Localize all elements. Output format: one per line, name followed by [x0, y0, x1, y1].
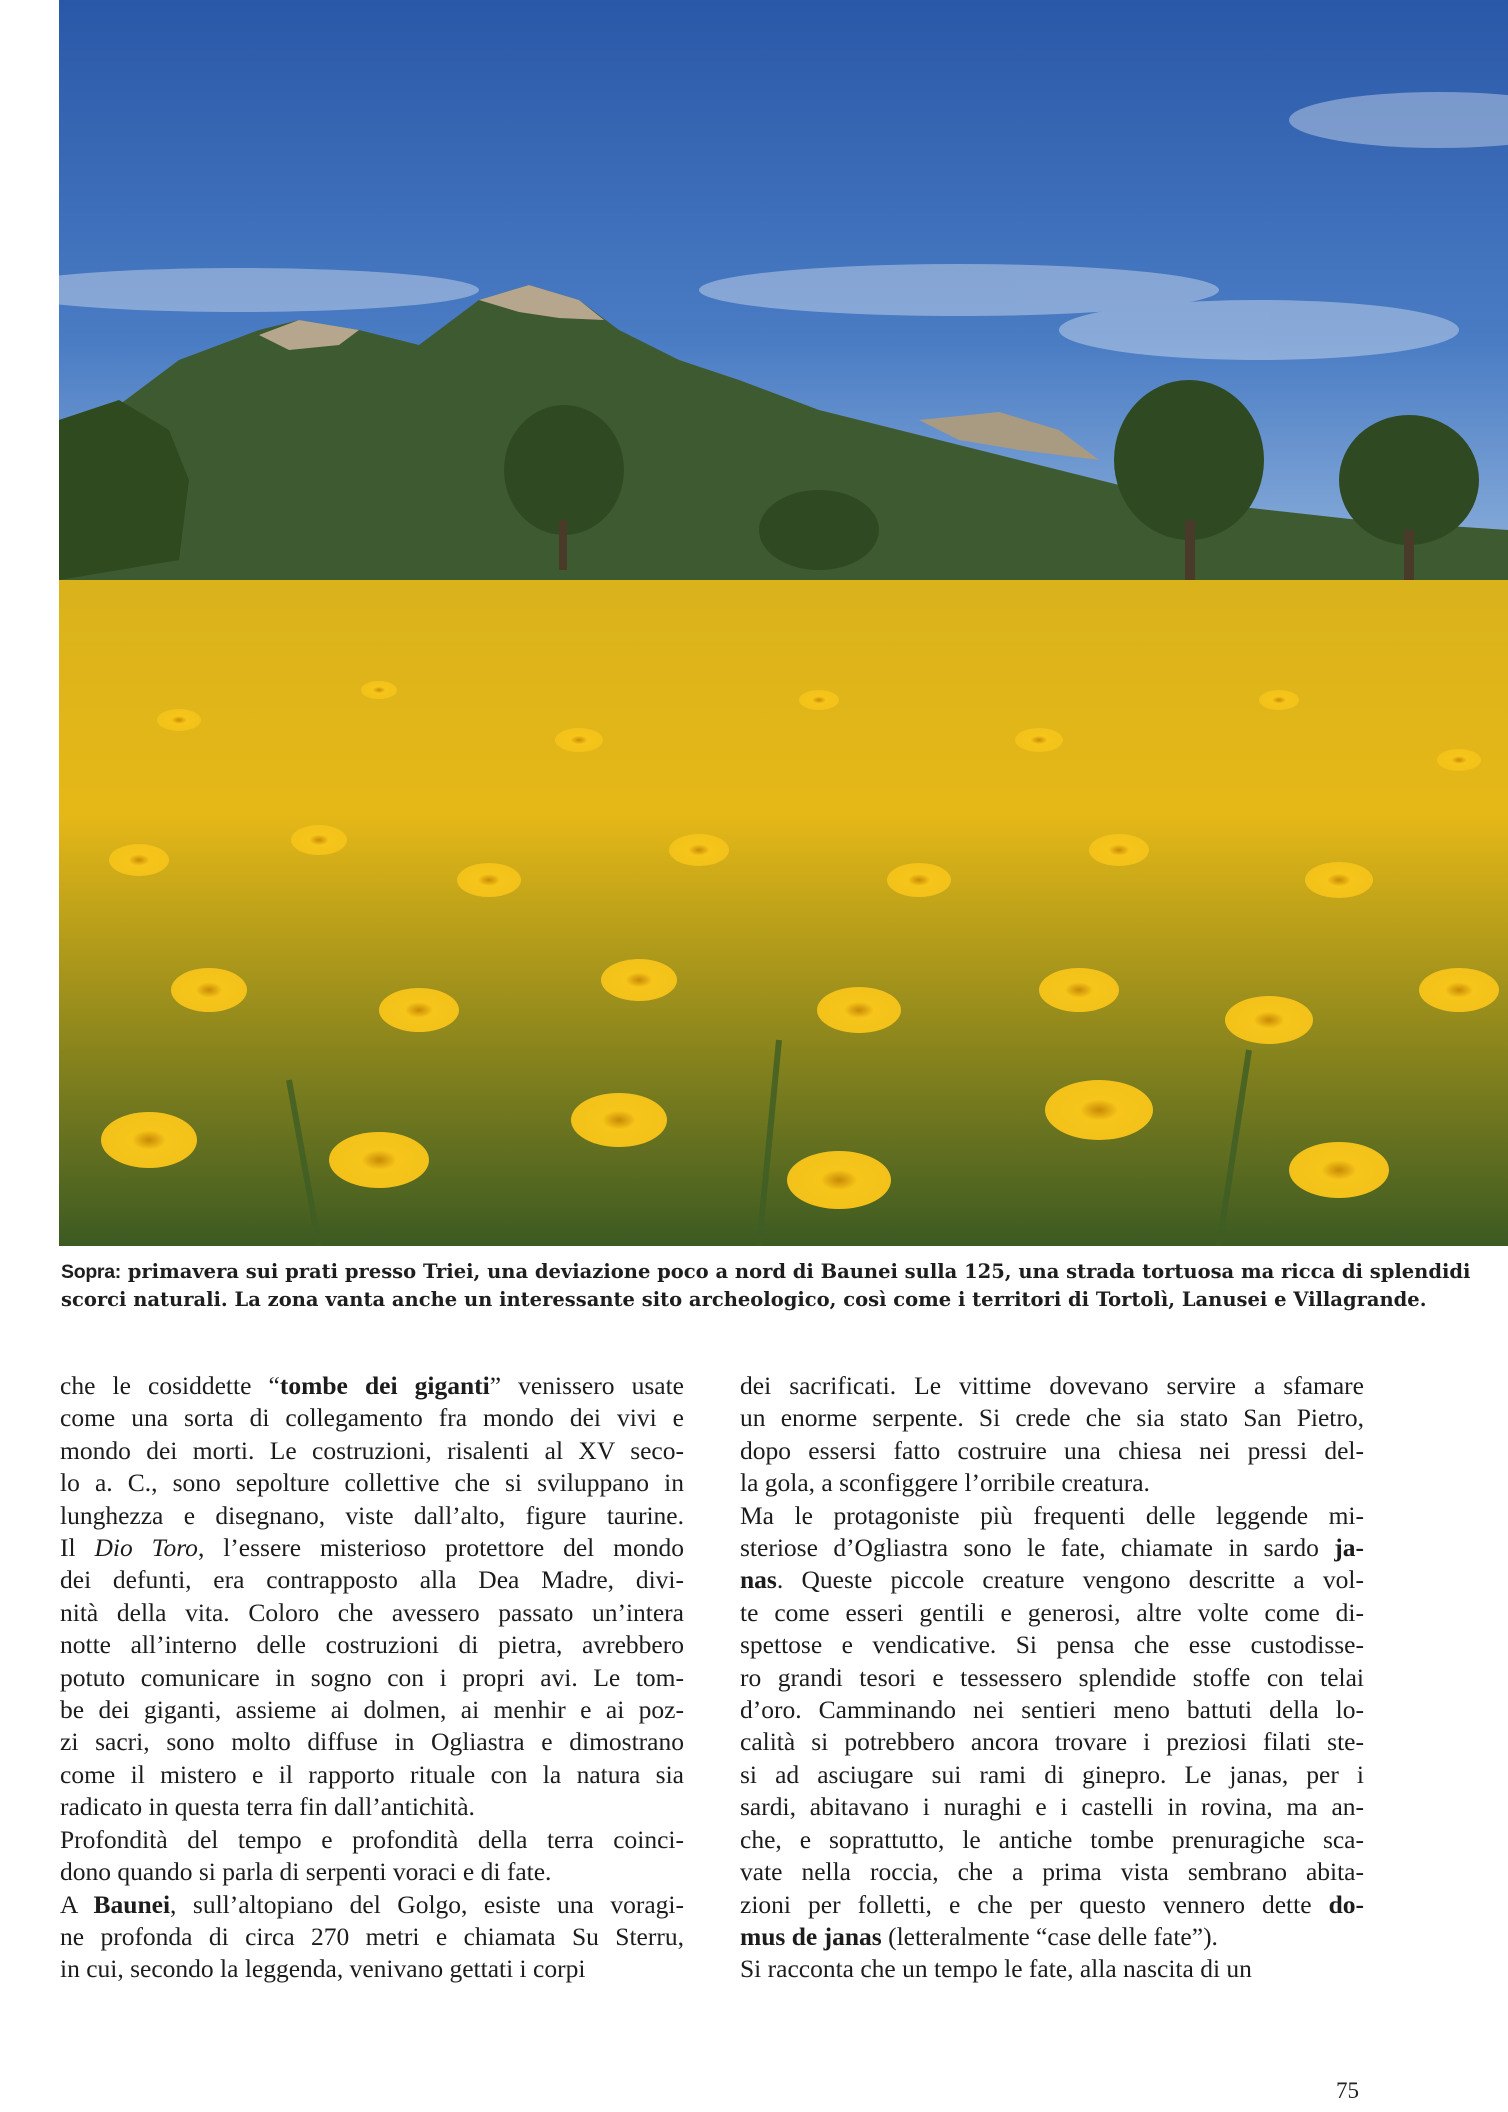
landscape-photo	[59, 0, 1508, 1246]
italic-term: Dio Toro	[94, 1533, 198, 1563]
text-run: . Queste piccole creature vengono descritte a vol-	[776, 1565, 1364, 1595]
text-run: come una sorta di collegamento fra mondo dei vivi e	[60, 1403, 684, 1433]
bold-term: tombe dei giganti	[279, 1371, 490, 1400]
text-run: dono quando si parla di serpenti voraci e di fate.	[60, 1857, 552, 1887]
text-line	[60, 1889, 684, 1921]
text-line	[60, 1370, 684, 1402]
text-line	[740, 1726, 1364, 1758]
text-run: mondo dei morti. Le costruzioni, risalenti al XV seco-	[60, 1435, 684, 1465]
text-run: vate nella roccia, che a prima vista sembrano abita-	[740, 1857, 1364, 1887]
text-run: che, e soprattutto, le antiche tombe prenuragiche sca-	[740, 1824, 1364, 1854]
caption-lead: Sopra:	[61, 1261, 121, 1283]
text-line	[740, 1402, 1364, 1434]
text-line	[740, 1824, 1364, 1856]
text-run: lo a. C., sono sepolture collettive che si sviluppano in	[60, 1468, 684, 1498]
text-line	[60, 1759, 684, 1791]
caption-text: primavera sui prati presso Triei, una deviazione poco a nord di Baunei sulla 125, una strada tortuosa ma ricca di splendidi scorci naturali. La zona vanta anche un interessante sito archeologico, così come i territori di Tortolì, Lanusei e Villagrande.	[61, 1260, 1471, 1311]
text-run: la gola, a sconfiggere l’orribile creatura.	[740, 1468, 1150, 1498]
photo-caption	[61, 1258, 1481, 1313]
text-run: dei defunti, era contrapposto alla Dea Madre, divi-	[60, 1565, 684, 1595]
text-line	[60, 1953, 684, 1985]
text-run: dopo essersi fatto costruire una chiesa nei pressi del-	[740, 1435, 1364, 1465]
text-line	[740, 1921, 1364, 1953]
text-line	[740, 1856, 1364, 1888]
text-run: be dei giganti, assieme ai dolmen, ai menhir e ai poz-	[60, 1695, 684, 1725]
text-line	[60, 1824, 684, 1856]
text-line	[60, 1532, 684, 1564]
text-run: te come esseri gentili e generosi, altre volte come di-	[740, 1597, 1364, 1627]
text-run: calità si potrebbero ancora trovare i preziosi filati ste-	[740, 1727, 1364, 1757]
text-line	[740, 1564, 1364, 1596]
text-run: sardi, abitavano i nuraghi e i castelli in rovina, ma an-	[740, 1792, 1364, 1822]
article-column-left	[60, 1370, 684, 1986]
text-line	[740, 1597, 1364, 1629]
text-line	[740, 1759, 1364, 1791]
text-line	[740, 1435, 1364, 1467]
text-run: Profondità del tempo e profondità della terra coinci-	[60, 1824, 684, 1854]
page-number: 75	[1336, 2078, 1359, 2103]
bold-term: nas	[740, 1565, 777, 1595]
text-run: che le cosiddette “	[60, 1371, 280, 1400]
bold-term: do-	[1328, 1889, 1364, 1919]
text-run: , sull’altopiano del Golgo, esiste una voragi-	[170, 1889, 684, 1919]
text-line	[60, 1856, 684, 1888]
text-run: Ma le protagoniste più frequenti delle leggende mi-	[740, 1500, 1364, 1530]
text-line	[60, 1564, 684, 1596]
text-run: si ad asciugare sui rami di ginepro. Le janas, per i	[740, 1759, 1364, 1789]
text-run: notte all’interno delle costruzioni di pietra, avrebbero	[60, 1630, 684, 1660]
text-line	[60, 1694, 684, 1726]
text-line	[60, 1500, 684, 1532]
text-run: spettose e vendicative. Si pensa che esse custodisse-	[740, 1630, 1364, 1660]
text-line	[740, 1629, 1364, 1661]
text-line	[740, 1370, 1364, 1402]
text-line	[60, 1662, 684, 1694]
text-run: nità della vita. Coloro che avessero passato un’intera	[60, 1597, 684, 1627]
text-line	[60, 1726, 684, 1758]
text-run: dei sacrificati. Le vittime dovevano servire a sfamare	[740, 1371, 1364, 1400]
text-run: ” venissero usate	[489, 1371, 684, 1400]
bold-term: Baunei	[93, 1889, 171, 1919]
bold-term: ja-	[1334, 1533, 1364, 1563]
text-line	[740, 1791, 1364, 1823]
text-line	[740, 1500, 1364, 1532]
text-run: potuto comunicare in sogno con i propri avi. Le tom-	[60, 1662, 684, 1692]
text-line	[60, 1597, 684, 1629]
text-line	[740, 1889, 1364, 1921]
text-line	[60, 1921, 684, 1953]
text-run: (letteralmente “case delle fate”).	[881, 1921, 1218, 1951]
text-line	[60, 1435, 684, 1467]
text-line	[60, 1467, 684, 1499]
text-run: come il mistero e il rapporto rituale con la natura sia	[60, 1759, 684, 1789]
text-run: Si racconta che un tempo le fate, alla nascita di un	[740, 1954, 1252, 1984]
text-line	[740, 1532, 1364, 1564]
text-run: A	[60, 1889, 94, 1919]
text-run: steriose d’Ogliastra sono le fate, chiamate in sardo	[740, 1533, 1335, 1563]
text-run: zioni per folletti, e che per questo vennero dette	[740, 1889, 1329, 1919]
text-run: lunghezza e disegnano, viste dall’alto, figure taurine.	[60, 1500, 684, 1530]
article-column-right	[740, 1370, 1364, 1986]
text-run: ne profonda di circa 270 metri e chiamata Su Sterru,	[60, 1921, 684, 1951]
text-run: , l’essere misterioso protettore del mondo	[197, 1533, 684, 1563]
bold-term: mus de janas	[740, 1921, 882, 1951]
text-line	[740, 1662, 1364, 1694]
text-run: un enorme serpente. Si crede che sia stato San Pietro,	[740, 1403, 1364, 1433]
text-run: Il	[60, 1533, 95, 1563]
text-run: radicato in questa terra fin dall’antichità.	[60, 1792, 475, 1822]
text-line	[60, 1402, 684, 1434]
text-line	[740, 1467, 1364, 1499]
text-line	[740, 1694, 1364, 1726]
text-run: zi sacri, sono molto diffuse in Ogliastra e dimostrano	[60, 1727, 684, 1757]
flower-field-image	[59, 0, 1508, 1246]
text-run: d’oro. Camminando nei sentieri meno battuti della lo-	[740, 1695, 1364, 1725]
text-line	[60, 1629, 684, 1661]
text-line	[60, 1791, 684, 1823]
text-line	[740, 1953, 1364, 1985]
text-run: in cui, secondo la leggenda, venivano gettati i corpi	[60, 1954, 586, 1984]
text-run: ro grandi tesori e tessessero splendide stoffe con telai	[740, 1662, 1364, 1692]
